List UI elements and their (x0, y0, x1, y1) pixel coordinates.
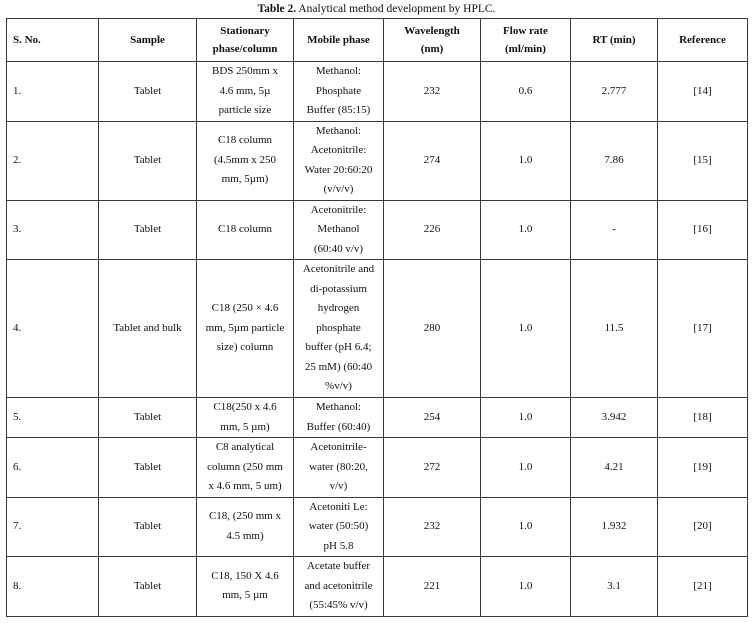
flow-rate-cell: 1.0 (481, 398, 571, 438)
wavelength-cell: 272 (384, 438, 481, 498)
caption-text: Analytical method development by HPLC. (296, 3, 496, 15)
stationary-phase-cell: C8 analytical column (250 mm x 4.6 mm, 5 um) (197, 438, 294, 498)
sno-cell: 8. (7, 557, 99, 617)
table-row (7, 200, 748, 260)
flow-rate-cell: 1.0 (481, 260, 571, 398)
mobile-phase-cell: Acetoniti Le: water (50:50) pH 5.8 (294, 497, 384, 557)
sno-cell: 2. (7, 121, 99, 200)
reference-cell: [14] (658, 62, 748, 122)
wavelength-cell: 232 (384, 497, 481, 557)
wavelength-cell: 221 (384, 557, 481, 617)
mobile-phase-cell: Acetonitrile- water (80:20, v/v) (294, 438, 384, 498)
reference-cell: [15] (658, 121, 748, 200)
reference-cell: [19] (658, 438, 748, 498)
sno-cell: 3. (7, 200, 99, 260)
flow-rate-cell: 1.0 (481, 438, 571, 498)
reference-cell: [20] (658, 497, 748, 557)
sno-cell: 7. (7, 497, 99, 557)
flow-rate-cell: 1.0 (481, 497, 571, 557)
header-mobile-phase: Mobile phase (294, 19, 384, 62)
table-row (7, 497, 748, 557)
wavelength-cell: 254 (384, 398, 481, 438)
sample-cell: Tablet (99, 497, 197, 557)
mobile-phase-cell: Methanol: Buffer (60:40) (294, 398, 384, 438)
stationary-phase-cell: C18 column (4.5mm x 250 mm, 5µm) (197, 121, 294, 200)
wavelength-cell: 280 (384, 260, 481, 398)
sample-cell: Tablet (99, 398, 197, 438)
caption-label: Table 2. (257, 3, 297, 15)
reference-cell: [17] (658, 260, 748, 398)
mobile-phase-cell: Acetate buffer and acetonitrile (55:45% v/v) (294, 557, 384, 617)
sno-cell: 1. (7, 62, 99, 122)
rt-cell: 3.942 (571, 398, 658, 438)
mobile-phase-cell: Acetonitrile and di-potassium hydrogen phosphate buffer (pH 6.4; 25 mM) (60:40 %v/v) (294, 260, 384, 398)
mobile-phase-cell: Acetonitrile: Methanol (60:40 v/v) (294, 200, 384, 260)
rt-cell: - (571, 200, 658, 260)
rt-cell: 3.1 (571, 557, 658, 617)
table-row (7, 62, 748, 122)
header-stationary-phase: Stationary phase/column (197, 19, 294, 62)
wavelength-cell: 274 (384, 121, 481, 200)
rt-cell: 7.86 (571, 121, 658, 200)
sno-cell: 4. (7, 260, 99, 398)
stationary-phase-cell: BDS 250mm x 4.6 mm, 5µ particle size (197, 62, 294, 122)
flow-rate-cell: 0.6 (481, 62, 571, 122)
header-sample: Sample (99, 19, 197, 62)
stationary-phase-cell: C18(250 x 4.6 mm, 5 µm) (197, 398, 294, 438)
stationary-phase-cell: C18, (250 mm x 4.5 mm) (197, 497, 294, 557)
rt-cell: 11.5 (571, 260, 658, 398)
sample-cell: Tablet (99, 121, 197, 200)
reference-cell: [16] (658, 200, 748, 260)
reference-cell: [18] (658, 398, 748, 438)
rt-cell: 4.21 (571, 438, 658, 498)
table-row (7, 398, 748, 438)
header-sno: S. No. (7, 19, 99, 62)
header-flow-rate: Flow rate (ml/min) (481, 19, 571, 62)
table-row (7, 121, 748, 200)
wavelength-cell: 226 (384, 200, 481, 260)
wavelength-cell: 232 (384, 62, 481, 122)
flow-rate-cell: 1.0 (481, 121, 571, 200)
reference-cell: [21] (658, 557, 748, 617)
sample-cell: Tablet (99, 557, 197, 617)
table-body (7, 62, 748, 617)
sample-cell: Tablet and bulk (99, 260, 197, 398)
sample-cell: Tablet (99, 438, 197, 498)
table-row (7, 438, 748, 498)
header-wavelength: Wavelength (nm) (384, 19, 481, 62)
stationary-phase-cell: C18 (250 × 4.6 mm, 5µm particle size) column (197, 260, 294, 398)
rt-cell: 2.777 (571, 62, 658, 122)
table-caption (0, 2, 753, 16)
header-rt: RT (min) (571, 19, 658, 62)
header-row (7, 19, 748, 62)
stationary-phase-cell: C18 column (197, 200, 294, 260)
sno-cell: 5. (7, 398, 99, 438)
mobile-phase-cell: Methanol: Phosphate Buffer (85:15) (294, 62, 384, 122)
flow-rate-cell: 1.0 (481, 200, 571, 260)
table-row (7, 557, 748, 617)
sample-cell: Tablet (99, 62, 197, 122)
sno-cell: 6. (7, 438, 99, 498)
sample-cell: Tablet (99, 200, 197, 260)
hplc-method-table (6, 18, 748, 617)
mobile-phase-cell: Methanol: Acetonitrile: Water 20:60:20 (v/v/v) (294, 121, 384, 200)
rt-cell: 1.932 (571, 497, 658, 557)
flow-rate-cell: 1.0 (481, 557, 571, 617)
header-reference: Reference (658, 19, 748, 62)
stationary-phase-cell: C18, 150 X 4.6 mm, 5 µm (197, 557, 294, 617)
table-row (7, 260, 748, 398)
